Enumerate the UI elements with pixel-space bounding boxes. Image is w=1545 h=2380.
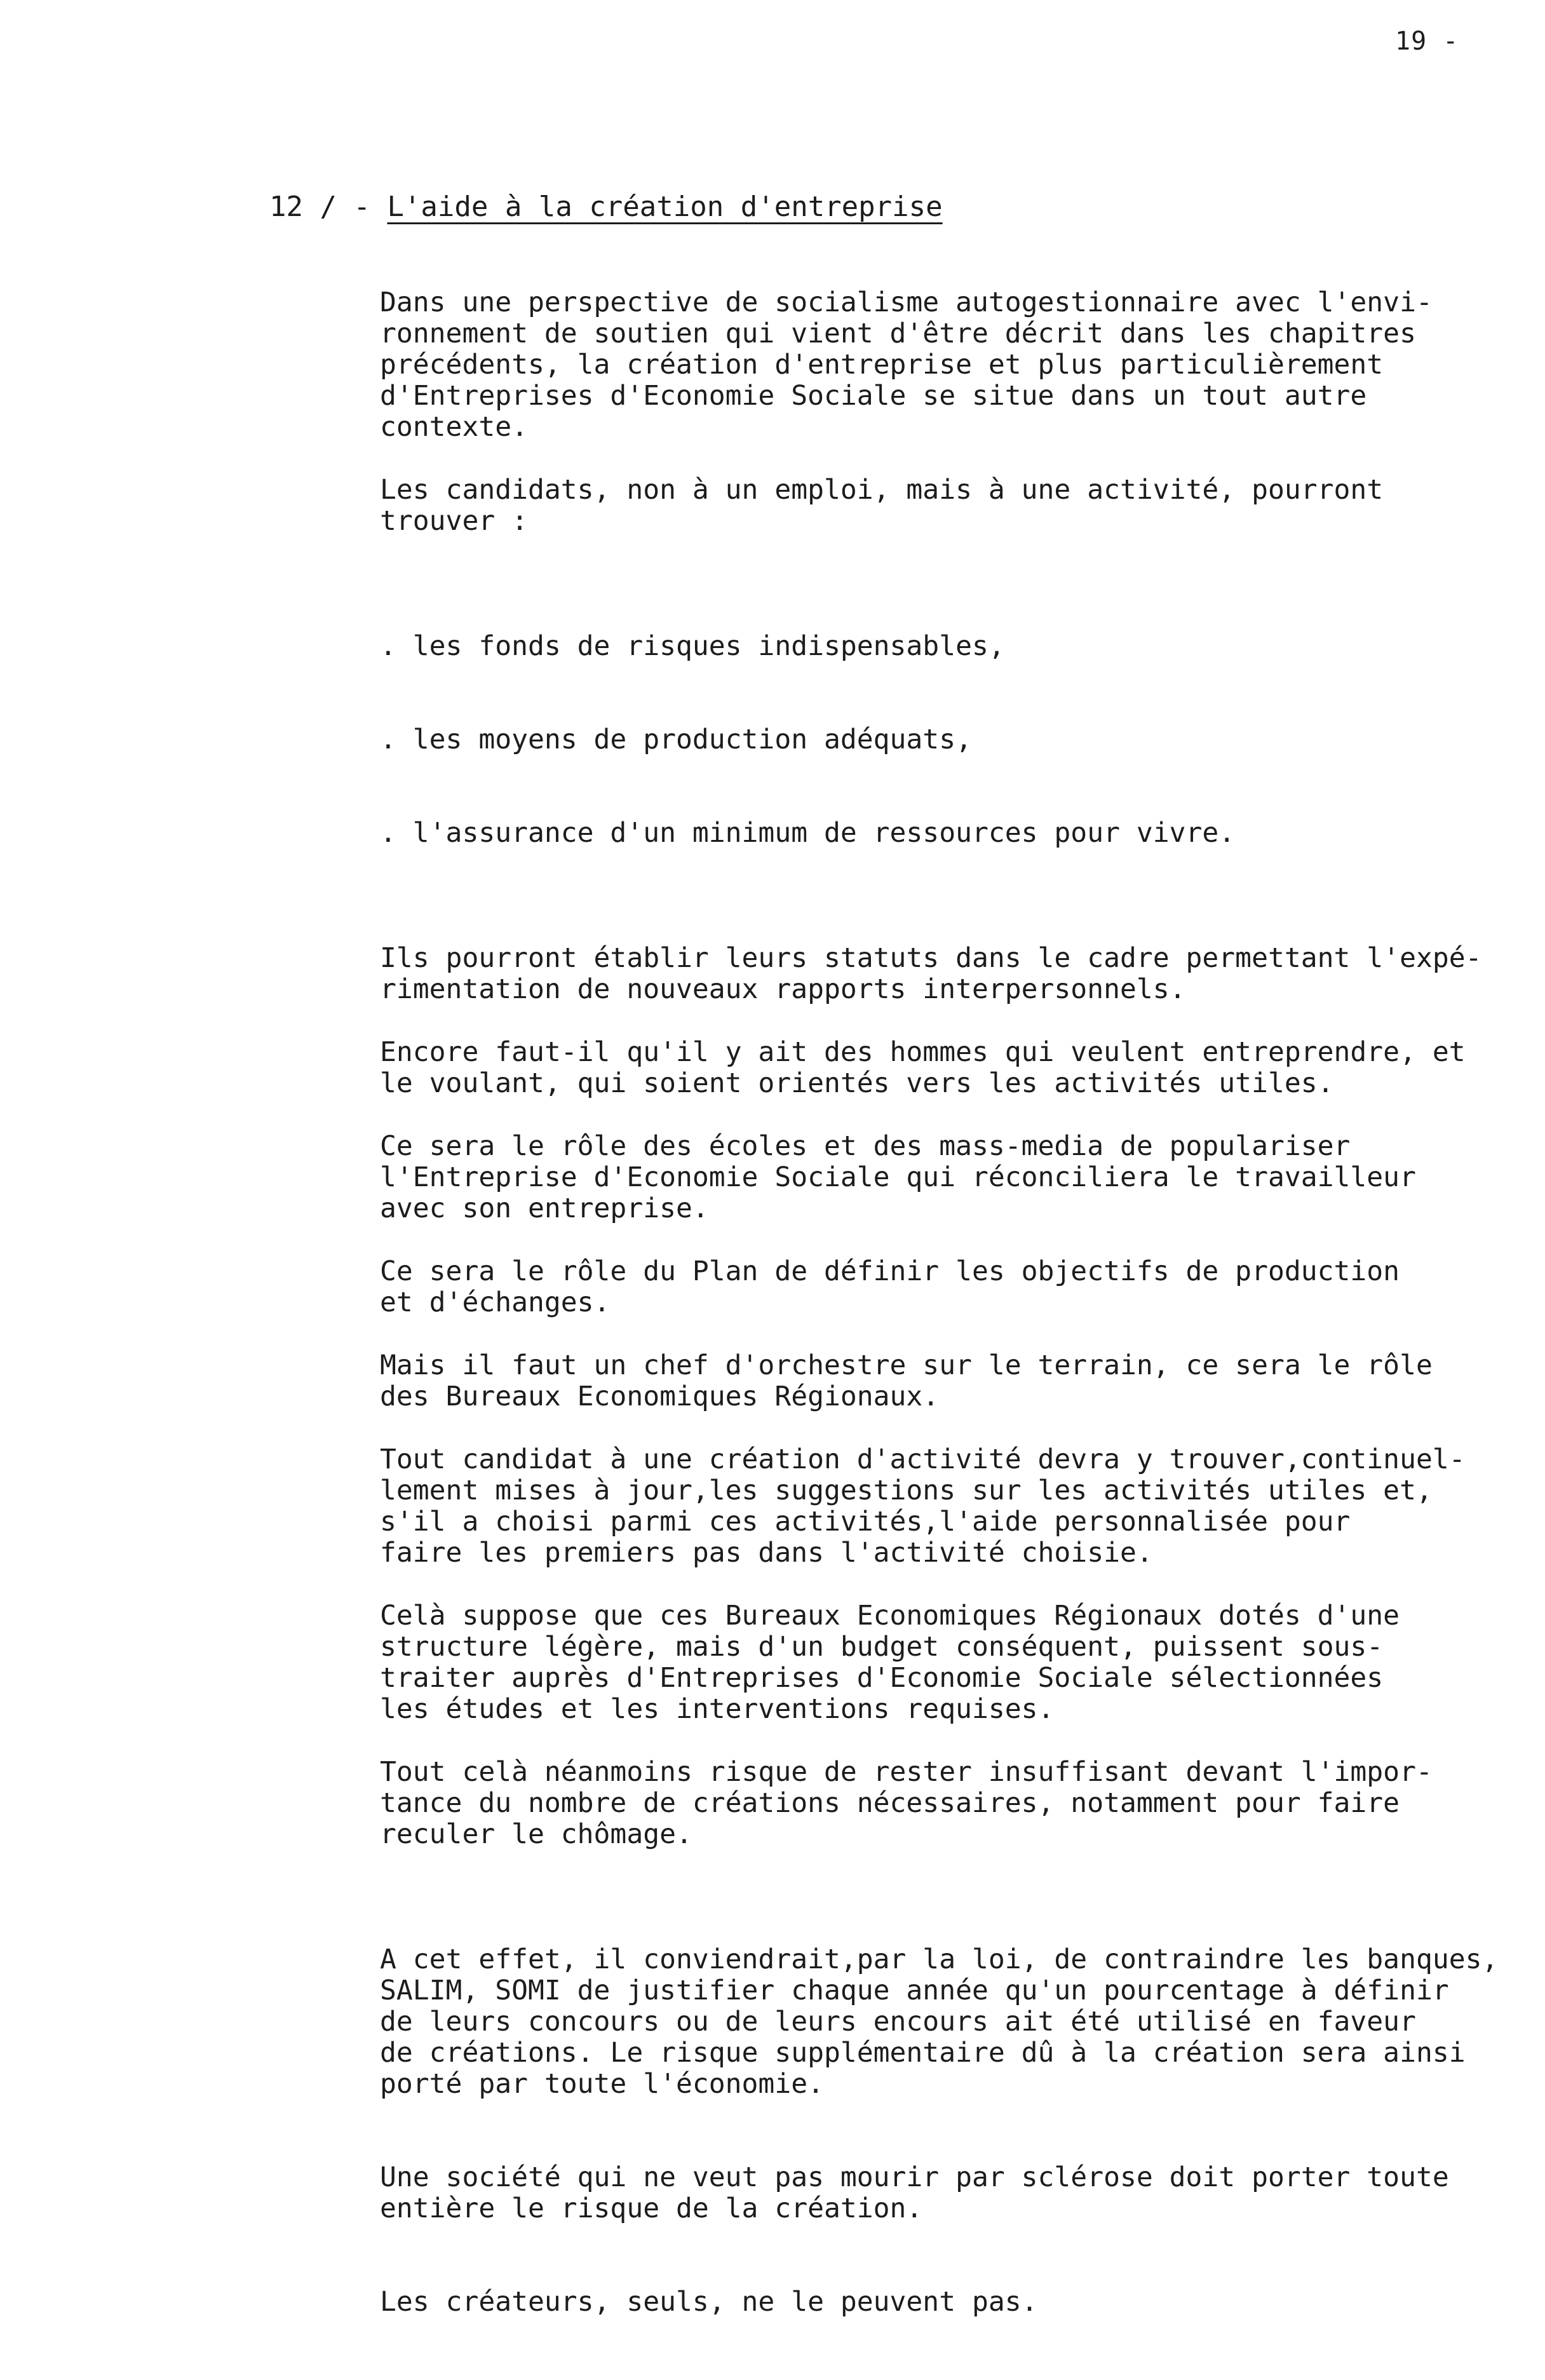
paragraph-candidat: Tout candidat à une création d'activité devra y trouver,continuel- lement mises à jour,les suggestions sur les activités utiles et, s'il a choisi parmi ces activités,l'aide personnalisée pour faire les premiers pas dans l'activité choisie.	[380, 1444, 1466, 1569]
paragraph-statuts: Ils pourront établir leurs statuts dans le cadre permettant l'expé- rimentation de nouveaux rapports interpersonnels.	[380, 942, 1482, 1005]
document-body	[380, 287, 1499, 2380]
bullet-item: . les moyens de production adéquats,	[380, 724, 972, 755]
paragraph-chef-orchestre: Mais il faut un chef d'orchestre sur le terrain, ce sera le rôle des Bureaux Economiques Régionaux.	[380, 1349, 1433, 1412]
paragraph-ecoles: Ce sera le rôle des écoles et des mass-media de populariser l'Entreprise d'Economie Sociale qui réconciliera le travailleur avec son entreprise.	[380, 1130, 1416, 1224]
bullet-item: . les fonds de risques indispensables,	[380, 630, 1005, 662]
closing-line: A cet effet, il conviendrait,par la loi, de contraindre les banques, SALIM, SOMI de justifier chaque année qu'un pourcentage à définir de leurs concours ou de leurs encours ait été utilisé en faveur de créations. Le risque supplémentaire dû à la création sera ainsi porté par toute l'économie.	[380, 1944, 1499, 2100]
paragraph-intro: Dans une perspective de socialisme autogestionnaire avec l'envi- ronnement de soutien qui vient d'être décrit dans les chapitres précédents, la création d'entreprise et plus particulièrement d'Entreprises d'Economie Sociale se situe dans un tout autre contexte.	[380, 287, 1433, 443]
paragraph-insuffisant: Tout celà néanmoins risque de rester insuffisant devant l'impor- tance du nombre de créations nécessaires, notamment pour faire reculer le chômage.	[380, 1756, 1433, 1850]
section-heading	[269, 191, 943, 223]
paragraph-bureaux: Celà suppose que ces Bureaux Economiques Régionaux dotés d'une structure légère, mais d'un budget conséquent, puissent sous- traiter auprès d'Entreprises d'Economie Sociale sélectionnées les études et les interventions requises.	[380, 1600, 1400, 1725]
closing-line: Les créateurs, seuls, ne le peuvent pas.	[380, 2286, 1038, 2318]
page-number: 19 -	[1395, 27, 1459, 56]
section-title: L'aide à la création d'entreprise	[387, 191, 943, 223]
paragraph-plan: Ce sera le rôle du Plan de définir les objectifs de production et d'échanges.	[380, 1255, 1400, 1318]
bullet-list	[380, 569, 1473, 911]
closing-block	[380, 1882, 1499, 2380]
paragraph-entreprendre: Encore faut-il qu'il y ait des hommes qui veulent entreprendre, et le voulant, qui soient orientés vers les activités utiles.	[380, 1036, 1466, 1099]
closing-line: Une société qui ne veut pas mourir par sclérose doit porter toute entière le risque de la création.	[380, 2161, 1449, 2224]
paragraph-candidates: Les candidats, non à un emploi, mais à une activité, pourront trouver :	[380, 474, 1384, 537]
bullet-item: . l'assurance d'un minimum de ressources pour vivre.	[380, 817, 1236, 849]
section-number: 12 / -	[269, 191, 388, 223]
